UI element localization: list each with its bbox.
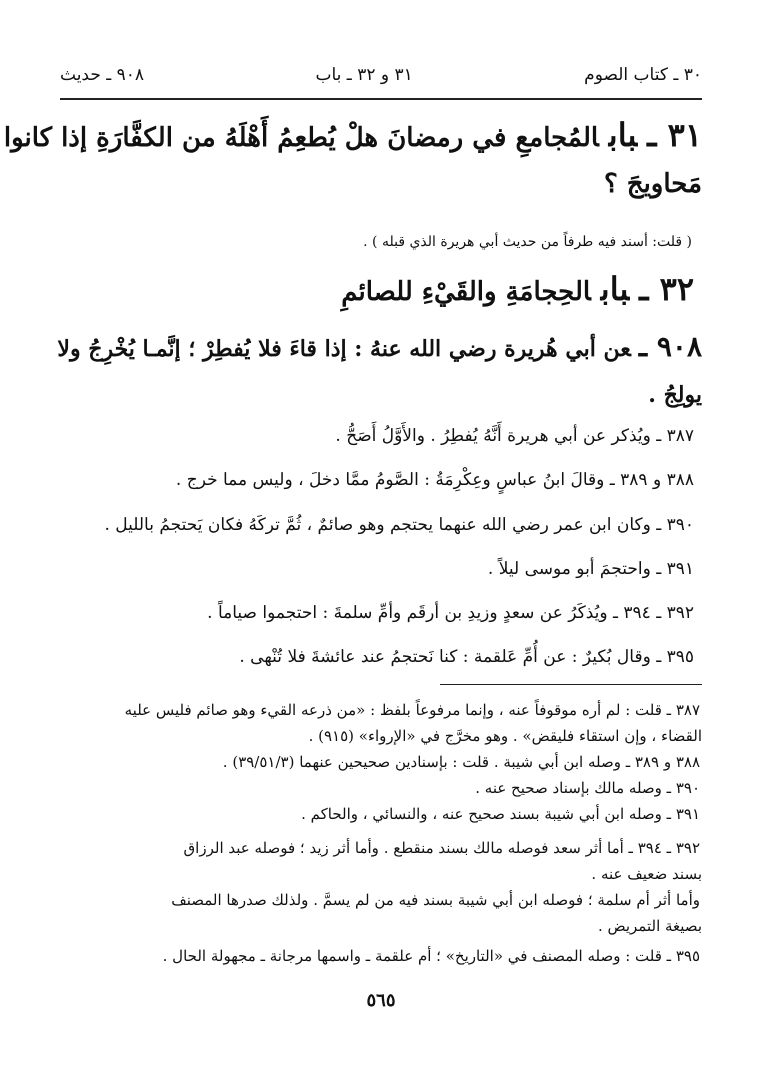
footnote-line: ٣٩٢ ـ ٣٩٤ ـ أما أثر سعد فوصله مالك بسند منقطع . وأما أثر زيد ؛ فوصله عبد الرزاق	[183, 839, 700, 857]
hadith-text-line1: عن أبي هُريرة رضي الله عنهُ : إذا قاءَ فلا يُفطِرْ ؛ إنَّمـا يُخْرِجُ ولا	[57, 336, 631, 362]
narration-item: ٣٩٢ ـ ٣٩٤ ـ ويُذكَرُ عن سعدٍ وزيدِ بن أرقَم وأمِّ سلمةَ : احتجموا صياماً .	[207, 603, 694, 623]
footnote-line: القضاء ، وإن استقاء فليقض» . وهو مخرَّج في «الإرواء» (٩١٥) .	[308, 727, 702, 745]
header-chapter-range: ٣١ و ٣٢ ـ باب	[315, 65, 413, 85]
footnote-line: وأما أثر أم سلمة ؛ فوصله ابن أبي شيبة بسند فيه من لم يسمَّ . ولذلك صدرها المصنف	[171, 891, 700, 909]
footnote-line: ٣٩٠ ـ وصله مالك بإسناد صحيح عنه .	[475, 779, 700, 797]
chapter-32-number: ٣٢ ـ	[639, 270, 694, 308]
chapter-31-heading	[3, 112, 702, 207]
running-header	[60, 60, 702, 90]
footnote-line: ٣٨٨ و ٣٨٩ ـ وصله ابن أبي شيبة . قلت : بإسنادين صحيحين عنهما (٣٩/٥١/٣) .	[222, 753, 700, 771]
footnote-line: ٣٩١ ـ وصله ابن أبي شيبة بسند صحيح عنه ، والنسائي ، والحاكم .	[301, 805, 700, 823]
header-divider	[60, 98, 702, 100]
footnote-line: بسند ضعيف عنه .	[591, 865, 702, 883]
footnote-line: ٣٨٧ ـ قلت : لم أره موقوفاً عنه ، وإنما مرفوعاً بلفظ : «من ذرعه القيء وهو صائم فليس عليه	[124, 701, 700, 719]
header-book-title: ٣٠ ـ كتاب الصوم	[584, 65, 702, 85]
chapter-31-note: ( قلت: أسند فيه طرفاً من حديث أبي هريرة الذي قبله ) .	[363, 234, 692, 250]
hadith-number: ٩٠٨ ـ	[638, 330, 702, 363]
chapter-31-number: ٣١ ـ	[647, 116, 702, 154]
footnote-divider	[440, 684, 702, 685]
hadith-908	[57, 324, 702, 418]
chapter-31-title-line2: مَحاويجَ ؟	[603, 169, 702, 199]
narration-item: ٣٩٥ ـ وقال بُكيرٌ : عن أُمِّ عَلقمة : كنا نَحتجمُ عند عائشةَ فلا تُنْهى .	[239, 647, 694, 667]
header-hadith-range: ٩٠٨ ـ حديث	[60, 65, 145, 85]
chapter-32-heading	[60, 266, 694, 315]
narration-item: ٣٨٧ ـ ويُذكر عن أبي هريرة أَنَّهُ يُفطِرُ . والأَوَّلُ أَصَحُّ .	[335, 426, 694, 446]
footnote-line: بصيغة التمريض .	[597, 917, 702, 935]
narration-item: ٣٩١ ـ واحتجمَ أبو موسى ليلاً .	[487, 559, 694, 579]
narration-item: ٣٨٨ و ٣٨٩ ـ وقالَ ابنُ عباسٍ وعِكْرِمَةُ : الصَّومُ ممَّا دخلَ ، وليس مما خرج .	[175, 470, 694, 490]
chapter-32-keyword: باب	[600, 270, 630, 308]
narration-item: ٣٩٠ ـ وكان ابن عمر رضي الله عنهما يحتجم وهو صائمٌ ، ثُمَّ تركَهُ فكان يَحتجمُ بالليل .	[104, 515, 694, 535]
chapter-32-title: الحِجامَةِ والقَيْءِ للصائمِ	[341, 277, 591, 307]
footnote-line: ٣٩٥ ـ قلت : وصله المصنف في «التاريخ» ؛ أم علقمة ـ واسمها مرجانة ـ مجهولة الحال .	[162, 947, 700, 965]
hadith-text-line2: يولِجُ .	[648, 382, 702, 408]
chapter-31-title-line1: المُجامعِ في رمضانَ هلْ يُطعِمُ أَهْلَهُ من الكفَّارَةِ إذا كانوا	[3, 123, 599, 153]
chapter-31-keyword: باب	[608, 116, 638, 154]
page-number: ٥٦٥	[366, 990, 396, 1011]
